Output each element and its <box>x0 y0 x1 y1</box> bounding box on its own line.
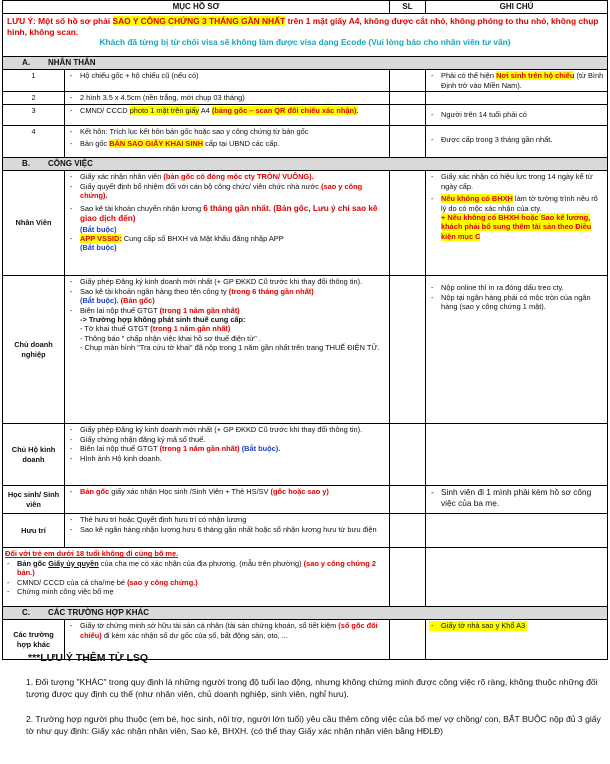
table-row-chu-doanh-nghiep: Chủ doanh nghiệp - Giấy phép Đăng ký kinh doanh mới nhất (+ GP ĐKKD Cũ trước khi thay đổi thông tin). - Sao kê tài khoản ngân hàng theo tên công ty (trong 6 tháng gần nhất) (Bắt buộc). (Bản gốc) - Biên lai nộp thuế GTGT (trong 1 năm gần nhất) -> Trường hợp không phát sinh thuế cung cấp: - Tờ khai thuế GTGT (trong 1 năm gần nhất) - Thông báo " chấp nhận việc khai hồ sơ thuế điện tử" . - Chụp màn hình "Tra cứu tờ khai" đã nộp trong 1 năm gần nhất trên trang THUẾ ĐIỆN TỬ. - Nộp online thì in ra đóng dấu treo cty. - Nộp tại ngân hàng phải có mộc tròn của ngân hàng (sao y công chứng 1 mặt). <box>3 276 608 424</box>
section-a-title: NHÂN THÂN <box>48 58 96 68</box>
header-notes: GHI CHÚ <box>426 1 608 14</box>
header-items: MỤC HỒ SƠ <box>3 1 390 14</box>
table-row-khac: Các trường hợp khác - Giấy tờ chứng minh sở hữu tài sản cá nhân (tài sản chứng khoán, sổ tiết kiệm (sổ gốc đối chiếu) đi kèm xác nhận số dư gốc của sổ, bất động sản, oto, ... - Giấy tờ nhà sao y Khổ A3 <box>3 620 608 660</box>
intro-ecode-note: Khách đã từng bị từ chối visa sẽ không làm được visa dạng Ecode (Vui lòng báo cho nhân viên tư vấn) <box>99 37 511 48</box>
table-header-row <box>3 1 608 14</box>
lsq-note-1: 1. Đối tượng "KHÁC" trong quy định là những người trong độ tuổi lao động, nhưng không chứng minh được công việc rõ ràng, không thuộc những đối tượng được quy định cụ thể (như nhân viên, chủ doanh nghiệp, sinh viên, nghỉ hưu). <box>26 677 598 699</box>
document-table <box>2 0 608 660</box>
intro-row <box>3 14 608 57</box>
intro-note: LƯU Ý: Một số hồ sơ phải SAO Y CÔNG CHỨNG 3 THÁNG GẦN NHẤT trên 1 mặt giấy A4, không được cắt nhỏ, không phóng to thu nhỏ, không chụp hình, không scan. Khách đã từng bị từ chối visa sẽ không làm được visa dạng Ecode (Vui lòng báo cho nhân viên tư vấn) <box>3 14 608 57</box>
table-row-nhan-vien: Nhân Viên - Giấy xác nhận nhân viên (bản gốc có đóng mộc cty TRÒN/ VUÔNG). - Giấy quyết định bổ nhiệm đối với cán bộ công chức/ viên chức nhà nước (sao y công chứng). - Sao kê tài khoản chuyển nhận lương 6 tháng gần nhất. (Bản gốc, Lưu ý chỉ sao kê giao dịch đến) (Bắt buộc) - APP VSSID: Cung cấp số BHXH và Mật khẩu đăng nhập APP (Bắt buộc) - Giấy xác nhận có hiệu lực trong 14 ngày kể từ ngày cấp. - Nếu không có BHXH làm tờ tường trình nêu rõ lý do có mộc xác nhận của cty. + Nếu không có BHXH hoặc Sao kê lương, khách phải bổ sung thêm tài sản theo Điều kiện mục C <box>3 171 608 276</box>
lsq-note-2: 2. Trường hợp người phụ thuộc (em bé, học sinh, nội trợ, người lớn tuổi) yêu cầu thêm công việc của bố mẹ/ vợ chồng/ con, BẮT BUỘC nộp đủ 3 giấy tờ như quy định: Giấy xác nhận nhân viên, Sao kê, BHXH. (có thể thay Giấy xác nhận nhân viên bằng HĐLĐ) <box>26 714 601 736</box>
section-c-title: CÁC TRƯỜNG HỢP KHÁC <box>48 608 150 618</box>
table-row: 1 - Hộ chiếu gốc + hộ chiếu cũ (nếu có) - Phải có thể hiện Nơi sinh trên hộ chiếu (từ Bình Định trở vào Miền Nam). <box>3 70 608 92</box>
section-b-row: B. CÔNG VIỆC <box>3 157 608 170</box>
table-row: 4 - Kết hôn: Trích lục kết hôn bản gốc hoặc sao y công chứng từ bản gốc - Bản gốc BẢN SAO GIẤY KHAI SINH cấp tại UBND các cấp. - Được cấp trong 3 tháng gần nhất. <box>3 125 608 157</box>
table-row-huu-tri: Hưu trí - Thẻ hưu trí hoặc Quyết định hưu trí có nhận lương - Sao kê ngân hàng nhận lương hưu 6 tháng gần nhất hoặc sổ nhận lương hưu từ bưu điện <box>3 514 608 548</box>
table-row: 2 - 2 hình 3.5 x 4.5cm (nền trắng, mới chụp 03 tháng) <box>3 92 608 104</box>
table-row: 3 - CMND/ CCCD photo 1 mặt trên giấy A4 (bảng gốc – scan QR đối chiếu xác nhận). - Người trên 14 tuổi phải có <box>3 104 608 125</box>
intro-warning-label: LƯU Ý: <box>7 16 39 27</box>
table-row-tre-em: Đối với trẻ em dưới 18 tuổi không đi cùng bố mẹ. - Bản gốc Giấy ủy quyền của cha mẹ có xác nhận của địa phương. (mẫu trên phường) (sao y công chứng 2 bản.) - CMND/ CCCD của cả cha/mẹ bé (sao y công chứng.) - Chứng minh công việc bố mẹ <box>3 548 608 607</box>
lsq-title: ***LƯU Ý THÊM TỪ LSQ <box>28 652 149 664</box>
table-row-hoc-sinh: Học sinh/ Sinh viên - Bản gốc giấy xác nhận Học sinh /Sinh Viên + Thẻ HS/SV (gốc hoặc sao y) - Sinh viên đi 1 mình phải kèm hồ sơ công việc của ba mẹ. <box>3 486 608 514</box>
section-c-row: C. CÁC TRƯỜNG HỢP KHÁC <box>3 607 608 620</box>
section-a-row: A. NHÂN THÂN <box>3 57 608 70</box>
section-b-title: CÔNG VIỆC <box>48 158 93 168</box>
table-row-ho-kinh-doanh: Chủ Hộ kinh doanh - Giấy phép Đăng ký kinh doanh mới nhất (+ GP ĐKKD Cũ trước khi thay đổi thông tin). - Giấy chứng nhận đăng ký mã số thuế. - Biên lai nộp thuế GTGT (trong 1 năm gần nhất) (Bắt buộc). - Hình ảnh Hộ kinh doanh. <box>3 424 608 486</box>
intro-highlight: SAO Y CÔNG CHỨNG 3 THÁNG GẦN NHẤT <box>112 16 286 27</box>
header-quantity: SL <box>390 1 426 14</box>
